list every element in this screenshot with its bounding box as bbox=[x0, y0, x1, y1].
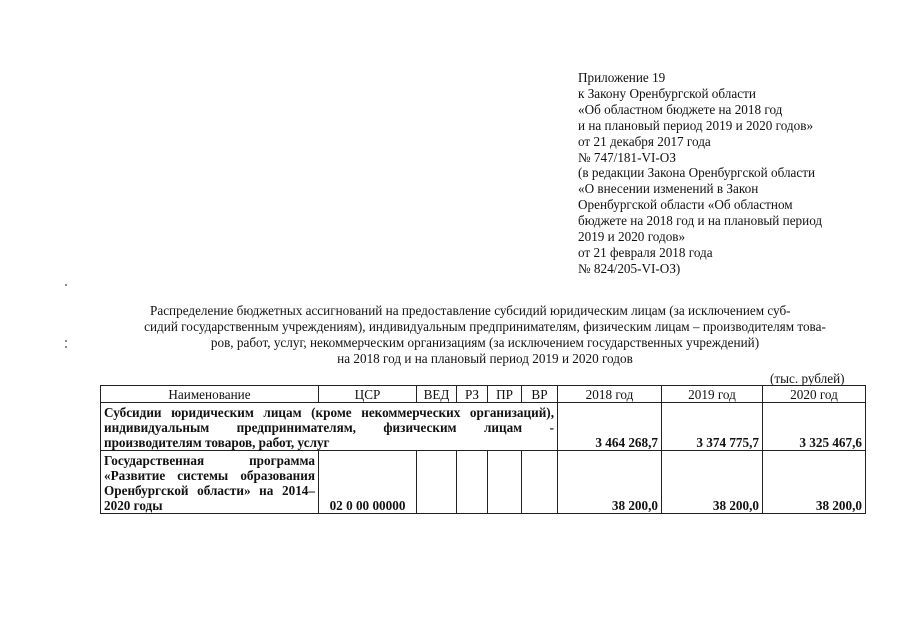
row-pr bbox=[488, 451, 522, 514]
budget-table bbox=[100, 385, 866, 514]
column-header-pr: ПР bbox=[488, 386, 522, 403]
annex-line: от 21 февраля 2018 года bbox=[578, 244, 713, 260]
row-ved bbox=[417, 451, 457, 514]
row-name: Субсидии юридическим лицам (кроме некоммерческих организаций), индивидуальным предпринимателям, физическим лицам - производителям товаров, работ, услуг bbox=[101, 403, 558, 451]
row-value-2020: 3 325 467,6 bbox=[763, 403, 866, 451]
document-heading bbox=[90, 303, 880, 367]
row-rz bbox=[457, 451, 488, 514]
scan-speck bbox=[65, 346, 67, 348]
annex-line: Оренбургской области «Об областном bbox=[578, 197, 793, 213]
annex-line: к Закону Оренбургской области bbox=[578, 85, 756, 101]
row-value-2020: 38 200,0 bbox=[763, 451, 866, 514]
row-value-2019: 3 374 775,7 bbox=[662, 403, 763, 451]
heading-line: сидий государственным учреждениям), индивидуальным предпринимателям, физическим лицам – производителям това- bbox=[144, 319, 826, 334]
scan-speck bbox=[65, 340, 67, 342]
column-header-csr: ЦСР bbox=[319, 386, 417, 403]
annex-header bbox=[578, 70, 878, 277]
annex-line: № 824/205-VI-ОЗ) bbox=[578, 260, 681, 276]
annex-line: 2019 и 2020 годов» bbox=[578, 229, 686, 245]
annex-line: «О внесении изменений в Закон bbox=[578, 181, 759, 197]
column-header-2020: 2020 год bbox=[763, 386, 866, 403]
column-header-ved: ВЕД bbox=[417, 386, 457, 403]
annex-line: (в редакции Закона Оренбургской области bbox=[578, 165, 816, 181]
annex-line: Приложение 19 bbox=[578, 70, 666, 85]
column-header-2018: 2018 год bbox=[558, 386, 662, 403]
column-header-name: Наименование bbox=[101, 386, 319, 403]
scan-speck bbox=[65, 284, 67, 286]
table-row bbox=[101, 403, 866, 451]
heading-line: Распределение бюджетных ассигнований на предоставление субсидий юридическим лицам (за исключением суб- bbox=[150, 303, 791, 318]
row-csr: 02 0 00 00000 bbox=[319, 451, 417, 514]
row-value-2019: 38 200,0 bbox=[662, 451, 763, 514]
column-header-rz: РЗ bbox=[457, 386, 488, 403]
units-label: (тыс. рублей) bbox=[770, 371, 845, 386]
row-name: Государственная программа «Развитие системы образования Оренбургской области» на 2014–2020 годы bbox=[101, 451, 319, 514]
annex-line: «Об областном бюджете на 2018 год bbox=[578, 101, 783, 117]
annex-line: от 21 декабря 2017 года bbox=[578, 133, 711, 149]
row-value-2018: 3 464 268,7 bbox=[558, 403, 662, 451]
column-header-vr: ВР bbox=[522, 386, 558, 403]
annex-line: бюджете на 2018 год и на плановый период bbox=[578, 213, 823, 229]
heading-line: ров, работ, услуг, некоммерческим организациям (за исключением государственных учреждений) bbox=[210, 335, 760, 350]
row-value-2018: 38 200,0 bbox=[558, 451, 662, 514]
heading-line: на 2018 год и на плановый период 2019 и 2020 годов bbox=[337, 351, 633, 366]
table-row bbox=[101, 451, 866, 514]
annex-line: и на плановый период 2019 и 2020 годов» bbox=[578, 117, 814, 133]
column-header-2019: 2019 год bbox=[662, 386, 763, 403]
annex-line: № 747/181-VI-ОЗ bbox=[578, 149, 676, 165]
row-vr bbox=[522, 451, 558, 514]
table-header-row bbox=[101, 386, 866, 403]
